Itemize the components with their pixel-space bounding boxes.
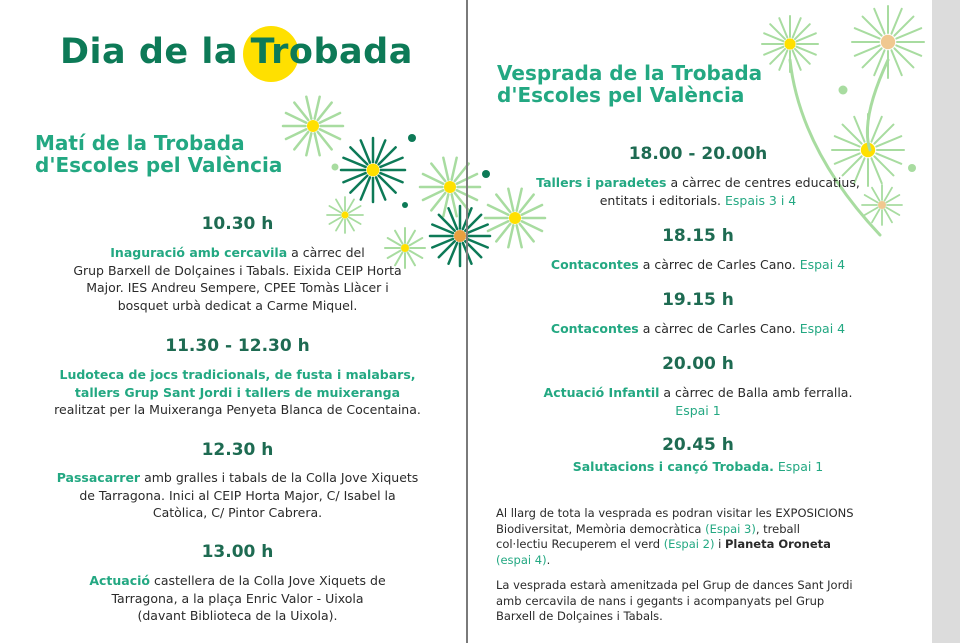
description-line xyxy=(478,458,918,476)
description-line xyxy=(20,607,455,625)
decor-dot xyxy=(408,134,416,142)
description-line xyxy=(20,262,455,280)
event-description xyxy=(20,244,455,314)
event-description xyxy=(478,174,918,209)
event-time: 18.00 - 20.00h xyxy=(628,144,768,164)
description-line xyxy=(20,384,455,402)
description-line xyxy=(20,504,455,522)
decor-dot xyxy=(839,86,848,95)
event-time: 11.30 - 12.30 h xyxy=(165,336,310,356)
text-segment: bosquet urbà dedicat a Carme Miquel. xyxy=(117,297,358,313)
description-line xyxy=(478,384,918,402)
decor-dot xyxy=(402,202,408,208)
text-segment: a càrrec del xyxy=(287,245,365,260)
text-segment: entitats i editorials. xyxy=(599,192,721,208)
text-segment: tallers Grup Sant Jordi i tallers de muixeranga xyxy=(74,384,401,400)
right-section-title: Vesprada de la Trobada d'Escoles pel València xyxy=(497,61,763,107)
decor-dot xyxy=(908,164,916,172)
event-description xyxy=(478,320,918,338)
text-segment: Espai 1 xyxy=(773,459,824,474)
text-segment: castellera de la Colla Jove Xiquets de xyxy=(150,573,386,588)
text-segment: Catòlica, C/ Pintor Cabrera. xyxy=(152,505,323,520)
event-time: 18.15 h xyxy=(662,226,734,246)
flower-stem xyxy=(867,60,888,150)
text-segment: Barxell de Dolçaines i Tabals. xyxy=(496,609,663,623)
event-description xyxy=(478,458,918,476)
text-segment: Biodiversitat, Memòria democràtica xyxy=(496,521,706,536)
text-segment: Contacontes xyxy=(550,257,639,272)
description-line xyxy=(478,174,918,192)
event-time: 19.15 h xyxy=(662,290,734,310)
text-segment: Contacontes xyxy=(550,321,639,336)
main-title: Dia de la Trobada xyxy=(60,32,413,72)
text-segment: a càrrec de centres educatius, xyxy=(666,175,860,190)
description-line xyxy=(478,192,918,210)
text-segment: Tarragona, a la plaça Enric Valor - Uixola xyxy=(111,590,364,606)
description-line xyxy=(20,487,455,505)
description-line xyxy=(20,244,455,262)
note-line xyxy=(496,609,916,625)
text-segment: realitzat per la Muixeranga Penyeta Blanca de Cocentaina. xyxy=(54,402,421,417)
text-segment: La vesprada estarà amenitzada pel Grup de dances Sant Jordi xyxy=(496,578,853,592)
text-segment: i xyxy=(714,537,725,551)
description-line xyxy=(478,320,918,338)
description-line xyxy=(478,256,918,274)
note-line xyxy=(496,506,916,522)
description-line xyxy=(20,297,455,315)
text-segment: Actuació Infantil xyxy=(543,385,660,400)
description-line xyxy=(20,590,455,608)
firework-burst xyxy=(852,6,924,78)
firework-burst xyxy=(341,138,405,202)
description-line xyxy=(20,572,455,590)
text-segment: Inaguració amb cercavila xyxy=(110,245,288,260)
description-line xyxy=(478,402,918,420)
description-line xyxy=(20,366,455,384)
note-paragraph xyxy=(496,578,916,625)
text-segment: a càrrec de Carles Cano. xyxy=(638,257,796,272)
text-segment: Passacarrer xyxy=(56,470,141,485)
decor-dot xyxy=(332,164,339,171)
note-line xyxy=(496,594,916,610)
description-line xyxy=(20,279,455,297)
text-segment: Salutacions i cançó Trobada. xyxy=(572,459,774,474)
text-segment: Espai 1 xyxy=(675,402,721,418)
text-segment: Actuació xyxy=(89,573,150,588)
text-segment: . xyxy=(546,552,551,567)
description-line xyxy=(20,401,455,419)
text-segment: Ludoteca de jocs tradicionals, de fusta i malabars, xyxy=(59,367,416,382)
event-description xyxy=(20,469,455,522)
note-line xyxy=(496,578,916,594)
text-segment: (Espai 3) xyxy=(705,521,756,536)
text-segment: a càrrec de Balla amb ferralla. xyxy=(659,385,853,400)
text-segment: Planeta Oroneta xyxy=(724,537,831,551)
event-description xyxy=(478,384,918,419)
note-line xyxy=(496,553,916,569)
event-time: 12.30 h xyxy=(201,440,274,460)
event-time: 20.45 h xyxy=(662,435,734,455)
text-segment: Al llarg de tota la vesprada es podran visitar les EXPOSICIONS xyxy=(496,506,854,520)
column-divider xyxy=(466,0,468,643)
text-segment: (espai 4) xyxy=(496,552,547,567)
description-line xyxy=(20,469,455,487)
text-segment: col·lectiu Recuperem el verd xyxy=(496,537,664,551)
text-segment: amb cercavila de nans i gegants i acompanyats pel Grup xyxy=(496,593,825,608)
text-segment: a càrrec de Carles Cano. xyxy=(638,321,796,336)
text-segment: , treball xyxy=(755,521,800,536)
event-time: 10.30 h xyxy=(201,214,274,234)
text-segment: (Espai 2) xyxy=(663,537,715,551)
text-segment: Espai 4 xyxy=(795,257,846,272)
text-segment: Espai 4 xyxy=(795,321,846,336)
text-segment: Grup Barxell de Dolçaines i Tabals. Eixida CEIP Horta xyxy=(73,262,402,278)
event-description xyxy=(478,256,918,274)
note-line xyxy=(496,537,916,553)
event-time: 20.00 h xyxy=(662,354,734,374)
text-segment: de Tarragona. Inici al CEIP Horta Major, C/ Isabel la xyxy=(79,487,396,503)
text-segment: Tallers i paradetes xyxy=(536,175,667,190)
event-time: 13.00 h xyxy=(201,542,274,562)
text-segment: (davant Biblioteca de la Uixola). xyxy=(137,608,338,623)
note-paragraph xyxy=(496,506,916,568)
text-segment: Major. IES Andreu Sempere, CPEE Tomàs Llàcer i xyxy=(86,280,389,295)
text-segment: amb gralles i tabals de la Colla Jove Xiquets xyxy=(140,470,419,485)
event-description xyxy=(20,366,455,419)
note-line xyxy=(496,522,916,538)
text-segment: Espais 3 i 4 xyxy=(721,192,797,208)
left-section-title: Matí de la Trobada d'Escoles pel València xyxy=(35,131,283,177)
firework-burst xyxy=(283,97,343,155)
event-description xyxy=(20,572,455,625)
